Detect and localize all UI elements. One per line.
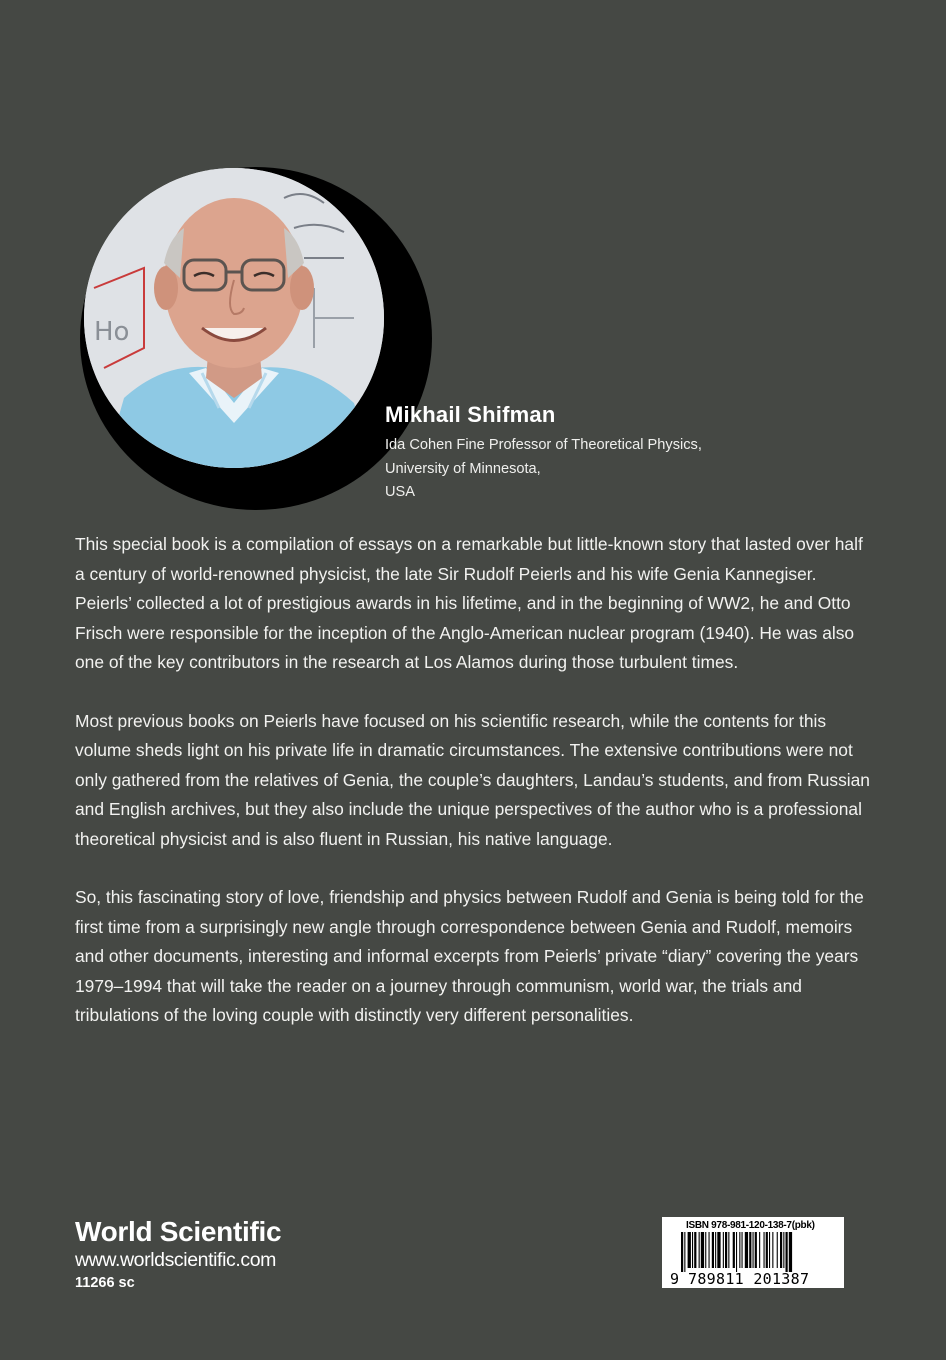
svg-text:Ho: Ho (94, 317, 130, 347)
description-paragraph: So, this fascinating story of love, friendship and physics between Rudolf and Genia is being told for the first time from a surprisingly new angle through correspondence between Genia and Rudolf, memoirs and other documents, interesting and informal excerpts from Peierls’ private “diary” covering the years 1979–1994 that will take the reader on a journey through communism, world war, the trials and tribulations of the loving couple with distinctly very different personalities. (75, 887, 864, 1025)
barcode-bar (766, 1232, 768, 1268)
barcode-bar (728, 1232, 729, 1268)
barcode-bar (723, 1232, 724, 1268)
barcode-bar (705, 1232, 706, 1268)
barcode-bar (745, 1232, 748, 1268)
barcode-bar (777, 1232, 778, 1268)
publisher-url: www.worldscientific.com (75, 1249, 277, 1271)
description-paragraph: Most previous books on Peierls have focused on his scientific research, while the contents for this volume sheds light on his private life in dramatic circumstances. The extensive contributions were not only gathered from the relatives of Genia, the couple’s daughters, Landau’s students, and from Russian and English archives, but they also include the unique perspectives of the author who is a professional theoretical physicist and is also fluent in Russian, his native language. (75, 710, 870, 849)
author-name: Mikhail Shifman (385, 402, 556, 427)
barcode-bar (736, 1232, 737, 1272)
barcode-bar (786, 1232, 788, 1272)
publisher-code: 11266 sc (75, 1275, 135, 1291)
description-paragraph: This special book is a compilation of essays on a remarkable but little-known story that lasted over half a century of world-renowned physicist, the late Sir Rudolf Peierls and his wife Genia Kannegiser. Peierls’ collected a lot of prestigious awards in his lifetime, and in the beginning of WW2, he and Otto Frisch were responsible for the inception of the Anglo-American nuclear program (1940). He was also one of the key contributors in the research at Los Alamos during those turbulent times. (75, 534, 863, 672)
barcode-bar (717, 1232, 720, 1268)
barcode-bar (715, 1232, 716, 1268)
barcode-bar (712, 1232, 714, 1268)
barcode-bar (692, 1232, 693, 1268)
barcode-bar (681, 1232, 683, 1272)
book-description (75, 530, 875, 1060)
barcode-bar (725, 1232, 727, 1268)
barcode-bar (789, 1232, 792, 1272)
author-photo-illustration (84, 168, 384, 468)
publisher-name: World Scientific (75, 1216, 282, 1247)
barcode-bar (749, 1232, 751, 1268)
barcode-bar (699, 1232, 700, 1268)
barcode-bar (780, 1232, 782, 1268)
barcode-bar (753, 1232, 754, 1268)
barcode-bar (764, 1232, 765, 1268)
barcode-bar (769, 1232, 770, 1268)
barcode-bar (701, 1232, 704, 1268)
ean-digits: 789811 201387 (688, 1270, 810, 1288)
author-title: Ida Cohen Fine Professor of Theoretical Physics, (385, 437, 702, 453)
barcode-bar (739, 1232, 740, 1268)
isbn-label: ISBN 978-981-120-138-7(pbk) (686, 1220, 815, 1231)
barcode-bar (684, 1232, 685, 1272)
barcode-bar (742, 1232, 743, 1268)
isbn-barcode (662, 1217, 844, 1288)
author-university: University of Minnesota, (385, 460, 541, 477)
barcode-bar (709, 1232, 710, 1268)
publisher-block (75, 1216, 281, 1294)
barcode-bars (681, 1232, 825, 1272)
barcode-bar (783, 1232, 784, 1268)
barcode-bar (759, 1232, 760, 1268)
barcode-bar (772, 1232, 773, 1268)
author-country: USA (385, 484, 416, 500)
author-portrait (84, 168, 384, 468)
author-block (385, 402, 702, 505)
barcode-bar (694, 1232, 696, 1268)
barcode-bar (733, 1232, 735, 1268)
barcode-bar (688, 1232, 691, 1268)
barcode-bar (755, 1232, 757, 1268)
ean-first-digit: 9 (670, 1270, 680, 1288)
